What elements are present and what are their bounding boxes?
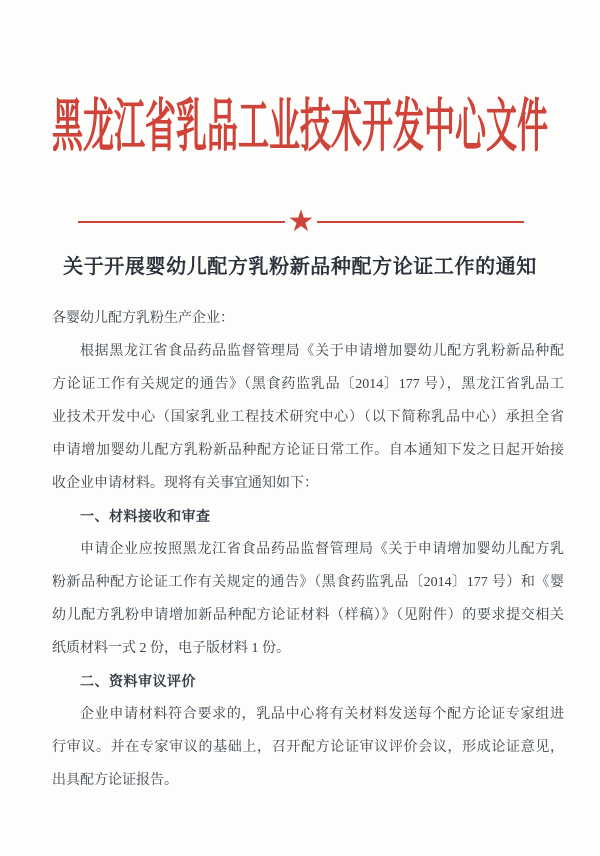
star-divider xyxy=(78,206,524,238)
body-line: 申请增加婴幼儿配方乳粉新品种配方论证日常工作。自本通知下发之日起开始接 xyxy=(52,443,564,458)
body-line: 粉新品种配方论证工作有关规定的通告》（黑食药监乳品〔2014〕177 号）和《婴 xyxy=(52,575,564,590)
body-line: 业技术开发中心（国家乳业工程技术研究中心）（以下简称乳品中心）承担全省 xyxy=(52,410,564,425)
body-line: 各婴幼儿配方乳粉生产企业： xyxy=(52,311,234,326)
body-line: 收企业申请材料。现将有关事宜通知如下： xyxy=(52,476,318,491)
body-line: 幼儿配方乳粉申请增加新品种配方论证材料（样稿）》（见附件）的要求提交相关 xyxy=(52,608,564,623)
body-line: 方论证工作有关规定的通告》（黑食药监乳品〔2014〕177 号），黑龙江省乳品工 xyxy=(52,377,564,392)
star-icon: ★ xyxy=(287,204,315,239)
body-line: 根据黑龙江省食品药品监督管理局《关于申请增加婴幼儿配方乳粉新品种配 xyxy=(80,344,564,359)
letterhead xyxy=(0,92,600,162)
document-title: 关于开展婴幼儿配方乳粉新品种配方论证工作的通知 xyxy=(63,256,537,278)
body-line: 出具配方论证报告。 xyxy=(52,773,178,788)
letterhead-title: 黑龙江省乳品工业技术开发中心文件 xyxy=(52,93,548,159)
body-line: 企业申请材料符合要求的，乳品中心将有关材料发送每个配方论证专家组进 xyxy=(80,707,564,722)
body-line: 行审议。并在专家审议的基础上，召开配方论证审议评价会议，形成论证意见， xyxy=(52,740,564,755)
document-body xyxy=(52,302,564,797)
body-line: 纸质材料一式 2 份，电子版材料 1 份。 xyxy=(52,641,290,656)
section-heading: 二、资料审议评价 xyxy=(80,673,196,689)
section-heading: 一、材料接收和审查 xyxy=(80,508,211,524)
divider-line-left xyxy=(78,221,285,223)
body-line: 申请企业应按照黑龙江省食品药品监督管理局《关于申请增加婴幼儿配方乳 xyxy=(80,542,564,557)
divider-line-right xyxy=(317,221,524,223)
